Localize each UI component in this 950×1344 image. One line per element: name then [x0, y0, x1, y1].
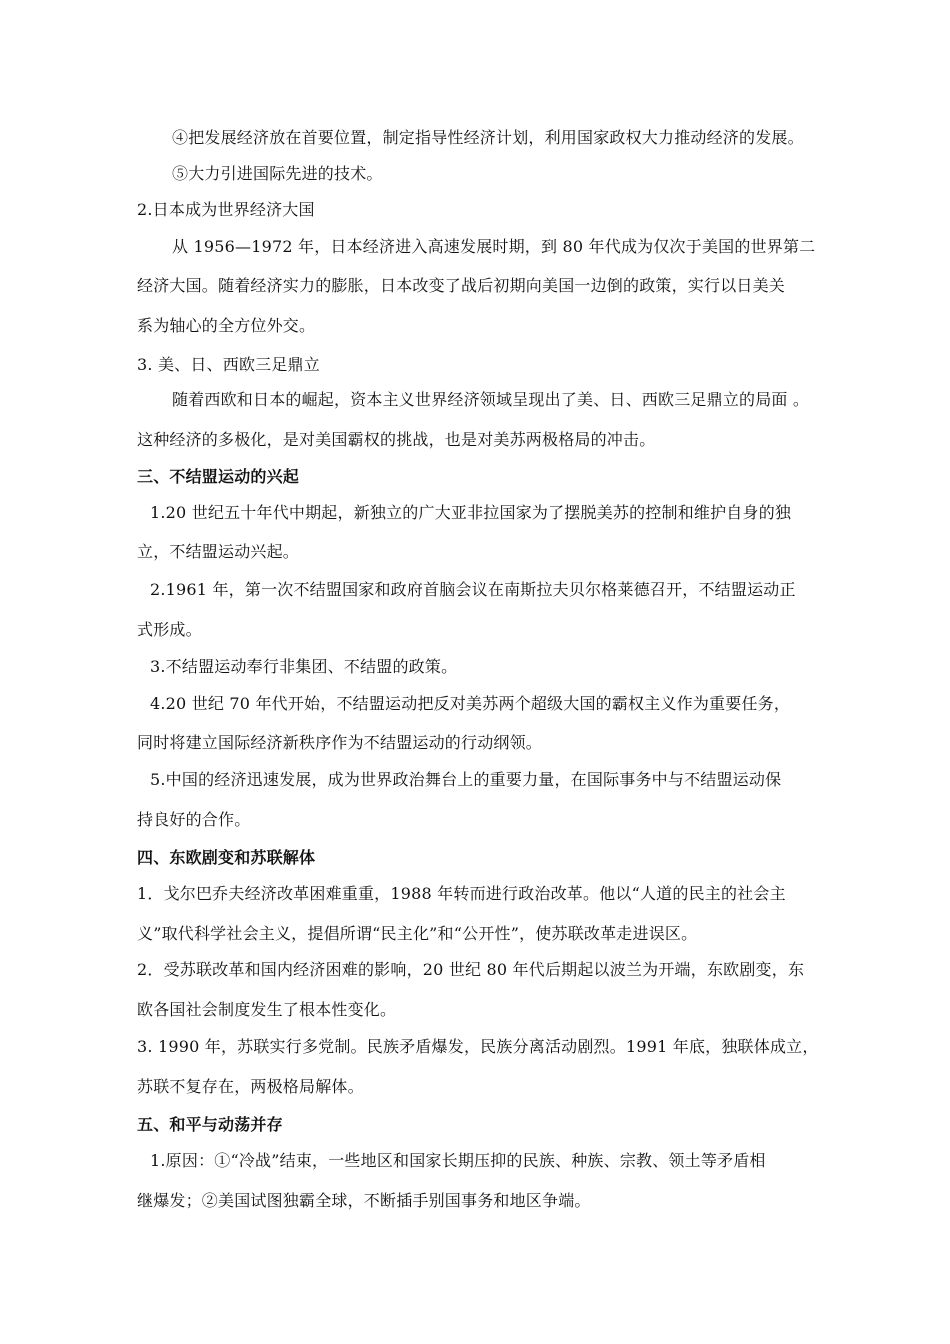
section-heading: 五、和平与动荡并存: [137, 1115, 283, 1134]
paragraph-line: ④把发展经济放在首要位置，制定指导性经济计划，利用国家政权大力推动经济的发展。: [172, 128, 804, 147]
paragraph-line: 3. 1990 年，苏联实行多党制。民族矛盾爆发，民族分离活动剧烈。1991 年底，独联体成立，: [137, 1037, 819, 1056]
paragraph-line: 立，不结盟运动兴起。: [137, 542, 300, 561]
paragraph-line: 1．戈尔巴乔夫经济改革困难重重，1988 年转而进行政治改革。他以“人道的民主的社会主: [137, 884, 786, 903]
subheading: 3. 美、日、西欧三足鼎立: [137, 355, 320, 374]
paragraph-line: 同时将建立国际经济新秩序作为不结盟运动的行动纲领。: [137, 733, 543, 752]
paragraph-line: 2.1961 年，第一次不结盟国家和政府首脑会议在南斯拉夫贝尔格莱德召开，不结盟运动正: [150, 580, 796, 599]
paragraph-line: 义”取代科学社会主义，提倡所谓“民主化”和“公开性”，使苏联改革走进误区。: [137, 924, 698, 943]
paragraph-line: 1.原因：①“冷战”结束，一些地区和国家长期压抑的民族、种族、宗教、领土等矛盾相: [150, 1151, 766, 1170]
paragraph-line: 欧各国社会制度发生了根本性变化。: [137, 1000, 397, 1019]
paragraph-line: 2．受苏联改革和国内经济困难的影响，20 世纪 80 年代后期起以波兰为开端，东欧剧变，东: [137, 960, 805, 979]
subheading: 2.日本成为世界经济大国: [137, 200, 315, 219]
paragraph-line: 经济大国。随着经济实力的膨胀，日本改变了战后初期向美国一边倒的政策，实行以日美关: [137, 276, 786, 295]
paragraph-line: ⑤大力引进国际先进的技术。: [172, 164, 383, 183]
paragraph-line: 4.20 世纪 70 年代开始，不结盟运动把反对美苏两个超级大国的霸权主义作为重要任务，: [150, 694, 791, 713]
paragraph-line: 这种经济的多极化，是对美国霸权的挑战，也是对美苏两极格局的冲击。: [137, 430, 656, 449]
paragraph-line: 1.20 世纪五十年代中期起，新独立的广大亚非拉国家为了摆脱美苏的控制和维护自身的独: [150, 503, 792, 522]
paragraph-line: 苏联不复存在，两极格局解体。: [137, 1077, 364, 1096]
paragraph-line: 3.不结盟运动奉行非集团、不结盟的政策。: [150, 657, 458, 676]
paragraph-line: 从 1956—1972 年，日本经济进入高速发展时期，到 80 年代成为仅次于美国的世界第二: [172, 237, 816, 256]
paragraph-line: 式形成。: [137, 620, 202, 639]
paragraph-line: 继爆发；②美国试图独霸全球，不断插手别国事务和地区争端。: [137, 1191, 591, 1210]
paragraph-line: 5.中国的经济迅速发展，成为世界政治舞台上的重要力量，在国际事务中与不结盟运动保: [150, 770, 782, 789]
section-heading: 三、不结盟运动的兴起: [137, 467, 300, 486]
paragraph-line: 持良好的合作。: [137, 810, 251, 829]
paragraph-line: 系为轴心的全方位外交。: [137, 316, 316, 335]
paragraph-line: 随着西欧和日本的崛起，资本主义世界经济领域呈现出了美、日、西欧三足鼎立的局面 。: [172, 390, 810, 409]
section-heading: 四、东欧剧变和苏联解体: [137, 848, 316, 867]
